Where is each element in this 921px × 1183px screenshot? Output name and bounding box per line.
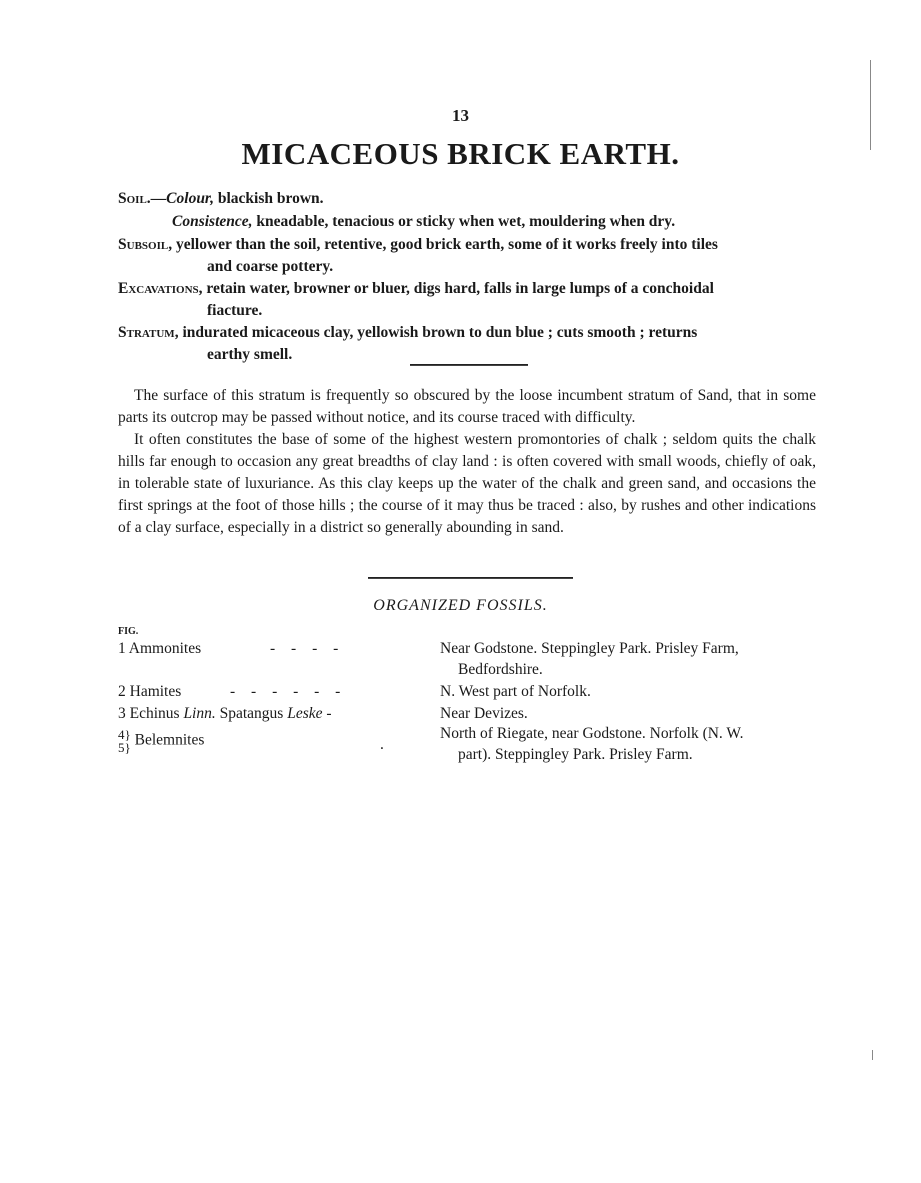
stratum-text: indurated micaceous clay, yellowish brown to dun blue ; cuts smooth ; returns xyxy=(182,324,698,341)
excavations-cont: fiacture. xyxy=(207,302,263,319)
section-rule-2 xyxy=(368,577,573,579)
fossils-heading: ORGANIZED FOSSILS. xyxy=(373,597,548,614)
fossil-row-1-location xyxy=(440,638,818,680)
leader-dots: - - - - - - xyxy=(230,683,347,700)
fossil-num: 2 xyxy=(118,683,126,700)
fossil-row-3-location xyxy=(440,703,818,724)
fig-numbers-brace: 4} 5} xyxy=(118,727,131,755)
fossil-location-cont: Bedfordshire. xyxy=(458,661,543,678)
section-rule-1 xyxy=(410,364,528,366)
fossil-num: 4 xyxy=(118,727,125,742)
page-title: MICACEOUS BRICK EARTH. xyxy=(241,136,680,171)
stratum-cont: earthy smell. xyxy=(207,346,293,363)
fossil-num-2: 5 xyxy=(118,740,125,755)
consistence-entry xyxy=(172,211,822,233)
fossil-location: N. West part of Norfolk. xyxy=(440,683,591,700)
excavations-entry xyxy=(118,278,818,322)
fig-label: FIG. xyxy=(118,626,139,637)
stratum-entry xyxy=(118,322,818,366)
fossil-authority: Linn. xyxy=(183,705,216,722)
fossil-location: North of Riegate, near Godstone. Norfolk (N. W. xyxy=(440,725,744,742)
fossil-row-4-location xyxy=(440,723,818,765)
consistence-value: kneadable, tenacious or sticky when wet, mouldering when dry. xyxy=(256,213,676,230)
paragraph-2: It often constitutes the base of some of the highest western promontories of chalk ; seldom quits the chalk hills far enough to occasion any great breadths of clay land : is often covered with small woods, chiefly of oak, in tolerable state of luxuriance. As this clay keeps up the water of the chalk and green sand, and occasions the first springs at the foot of those hills ; the course of it may thus be traced : also, by rushes and other indications of a clay surface, especially in a district so generally abounding in sand. xyxy=(118,431,816,536)
fossil-authority-alt: Leske xyxy=(287,705,323,722)
fossil-name-alt: Spatangus xyxy=(219,705,284,722)
fossil-row-4-name xyxy=(118,728,418,754)
fossil-name: Belemnites xyxy=(134,731,205,749)
page-number: 13 xyxy=(452,106,469,125)
consistence-label: Consistence, xyxy=(172,213,253,230)
soil-entry xyxy=(118,188,818,210)
leader-dots: . xyxy=(380,736,390,753)
colour-value: blackish brown. xyxy=(217,190,324,207)
paragraph-1: The surface of this stratum is frequently so obscured by the loose incumbent stratum of Sand, that in some parts its outcrop may be passed without notice, and its course traced with difficulty. xyxy=(118,387,816,426)
body-text xyxy=(118,385,816,539)
fossil-name: Hamites xyxy=(129,683,182,700)
subsoil-label: Subsoil, xyxy=(118,236,173,253)
fossil-row-1-name xyxy=(118,638,418,659)
fossil-num: 1 xyxy=(118,640,126,657)
fossil-row-2-name xyxy=(118,681,418,702)
soil-label: Soil. xyxy=(118,190,151,207)
subsoil-entry xyxy=(118,234,818,278)
soil-dash: — xyxy=(150,190,167,207)
fossil-num: 3 xyxy=(118,705,126,722)
fossil-name: Echinus xyxy=(129,705,180,722)
leader-dots: - xyxy=(326,705,338,722)
fossil-location-cont: part). Steppingley Park. Prisley Farm. xyxy=(458,746,693,763)
fossil-row-3-name xyxy=(118,703,418,724)
fossil-location: Near Devizes. xyxy=(440,705,528,722)
fossil-row-2-location xyxy=(440,681,818,702)
fossil-name: Ammonites xyxy=(128,640,202,657)
page-edge-mark-lower xyxy=(872,1050,873,1060)
leader-dots: - - - - xyxy=(270,640,345,657)
subsoil-cont: and coarse pottery. xyxy=(207,258,334,275)
page-edge-mark xyxy=(870,60,871,150)
stratum-label: Stratum, xyxy=(118,324,179,341)
excavations-text: retain water, browner or bluer, digs hard, falls in large lumps of a conchoidal xyxy=(206,280,714,297)
fossil-location: Near Godstone. Steppingley Park. Prisley Farm, xyxy=(440,640,739,657)
colour-label: Colour, xyxy=(166,190,214,207)
subsoil-text: yellower than the soil, retentive, good brick earth, some of it works freely into tiles xyxy=(175,236,718,253)
excavations-label: Excavations, xyxy=(118,280,203,297)
